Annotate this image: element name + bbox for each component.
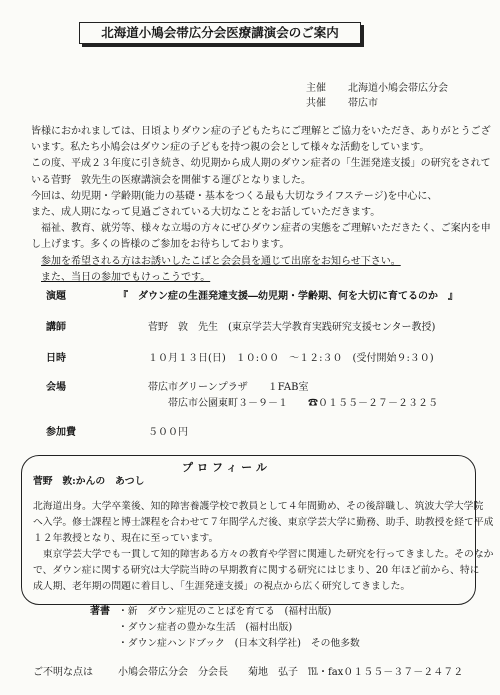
- contact-text: 小鳩会帯広分会 分会長 菊地 弘子 ℡・fax０１５５－３７－２４７２: [118, 667, 464, 678]
- books-list: [118, 604, 360, 652]
- profile-line: 成人期、老年期の問題に着目し、「生涯発達支援」の視点から広く研究してきました。: [33, 581, 411, 592]
- intro-line: います。私たち小鳩会はダウン症の子どもを持つ親の会として様々な活動をしています。: [31, 142, 430, 154]
- intro-line: この度、平成２３年度に引き続き、幼児期から成人期のダウン症者の「生涯発達支援」の研究をされて: [31, 158, 491, 170]
- organizer-host-label: 主催: [306, 83, 326, 94]
- intro-line: し上げます。多くの皆様のご参加をお待ちしております。: [31, 239, 290, 251]
- organizer-cohost: [306, 97, 378, 111]
- fee-label: 参加費: [46, 427, 76, 438]
- intro-line: また、成人期になって見過ごされている大切なことをお話していただきます。: [31, 207, 381, 219]
- profile-line: １２年教授となり、現在に至っています。: [33, 533, 219, 544]
- intro-line: 今回は、幼児期・学齢期(能力の基礎・基本をつくる最も大切なライフステージ)を中心に、: [31, 190, 438, 202]
- organizer-cohost-value: 帯広市: [348, 98, 378, 109]
- intro-paragraph: [31, 124, 491, 286]
- profile-body: [33, 499, 493, 595]
- profile-line: 東京学芸大学でも一貫して知的障害ある方々の教育や学習に関連した研究を行ってきました。そのなか: [33, 549, 494, 560]
- profile-name: 菅野 敦:かんの あつし: [33, 476, 145, 487]
- venue-value: 帯広市グリーンプラザ １FAB室: [148, 382, 309, 393]
- venue-label: 会場: [46, 382, 66, 393]
- topic-label: 演題: [46, 291, 66, 302]
- profile-line: へ入学。修士課程と博士課程を合わせて７年間学んだ後、東京学芸大学に勤務、助手、助教授を経て平成: [33, 517, 494, 528]
- books-label: 著書: [90, 606, 110, 617]
- profile-heading: プロフィール: [182, 461, 271, 474]
- book-item: ・新 ダウン症児のことばを育てる (福村出版): [118, 606, 332, 617]
- intro-line: 福祉、教育、就労等、様々な立場の方々にぜひダウン症者の実態をご理解いただきたく、ご案内を申: [31, 223, 491, 235]
- datetime-label: 日時: [46, 353, 66, 364]
- organizer-host-value: 北海道小鳩会帯広分会: [348, 83, 448, 94]
- profile-line: で、ダウン症に関する研究は大学院当時の早期教育に関する研究にはじまり、20 年ほど前から、特に: [33, 565, 480, 576]
- venue-address: 帯広市公園東町３－９－１ ☎０１５５－２７－２３２５: [168, 398, 438, 409]
- organizer-cohost-label: 共催: [306, 98, 326, 109]
- organizer-host: [306, 82, 448, 96]
- book-item: ・ダウン症者の豊かな生活 (福村出版): [118, 622, 293, 633]
- lecturer-value: 菅野 敦 先生 (東京学芸大学教育実践研究支援センター教授): [148, 322, 436, 333]
- same-day-note: また、当日の参加でもけっこうです。: [41, 271, 211, 283]
- datetime-value: １０月１３日(日) １０:００ ～１２:３０ (受付開始９:３０): [148, 353, 434, 364]
- fee-value: ５００円: [148, 427, 188, 438]
- notice-title: 北海道小鳩会帯広分会医療講演会のご案内: [79, 22, 361, 44]
- profile-line: 北海道出身。大学卒業後、知的障害養護学校で教員として４年間勤め、その後辞職し、筑波大学大学院: [33, 501, 484, 512]
- lecturer-label: 講師: [46, 322, 66, 333]
- topic-value: 『 ダウン症の生涯発達支援―幼児期・学齢期、何を大切に育てるのか 』: [118, 291, 458, 302]
- contact-label: ご不明な点は: [33, 667, 93, 678]
- intro-line: 皆様におかれましては、日頃よりダウン症の子どもたちにご理解とご協力をいただき、ありがとうござ: [31, 126, 491, 137]
- book-item: ・ダウン症ハンドブック (日本文科学社) その他多数: [118, 638, 360, 649]
- attendance-note: 参加を希望される方はお誘いしたこばと会会員を通じて出席をお知らせ下さい。: [41, 255, 401, 267]
- intro-line: いる菅野 敦先生の医療講演会を開催する運びとなりました。: [31, 174, 311, 186]
